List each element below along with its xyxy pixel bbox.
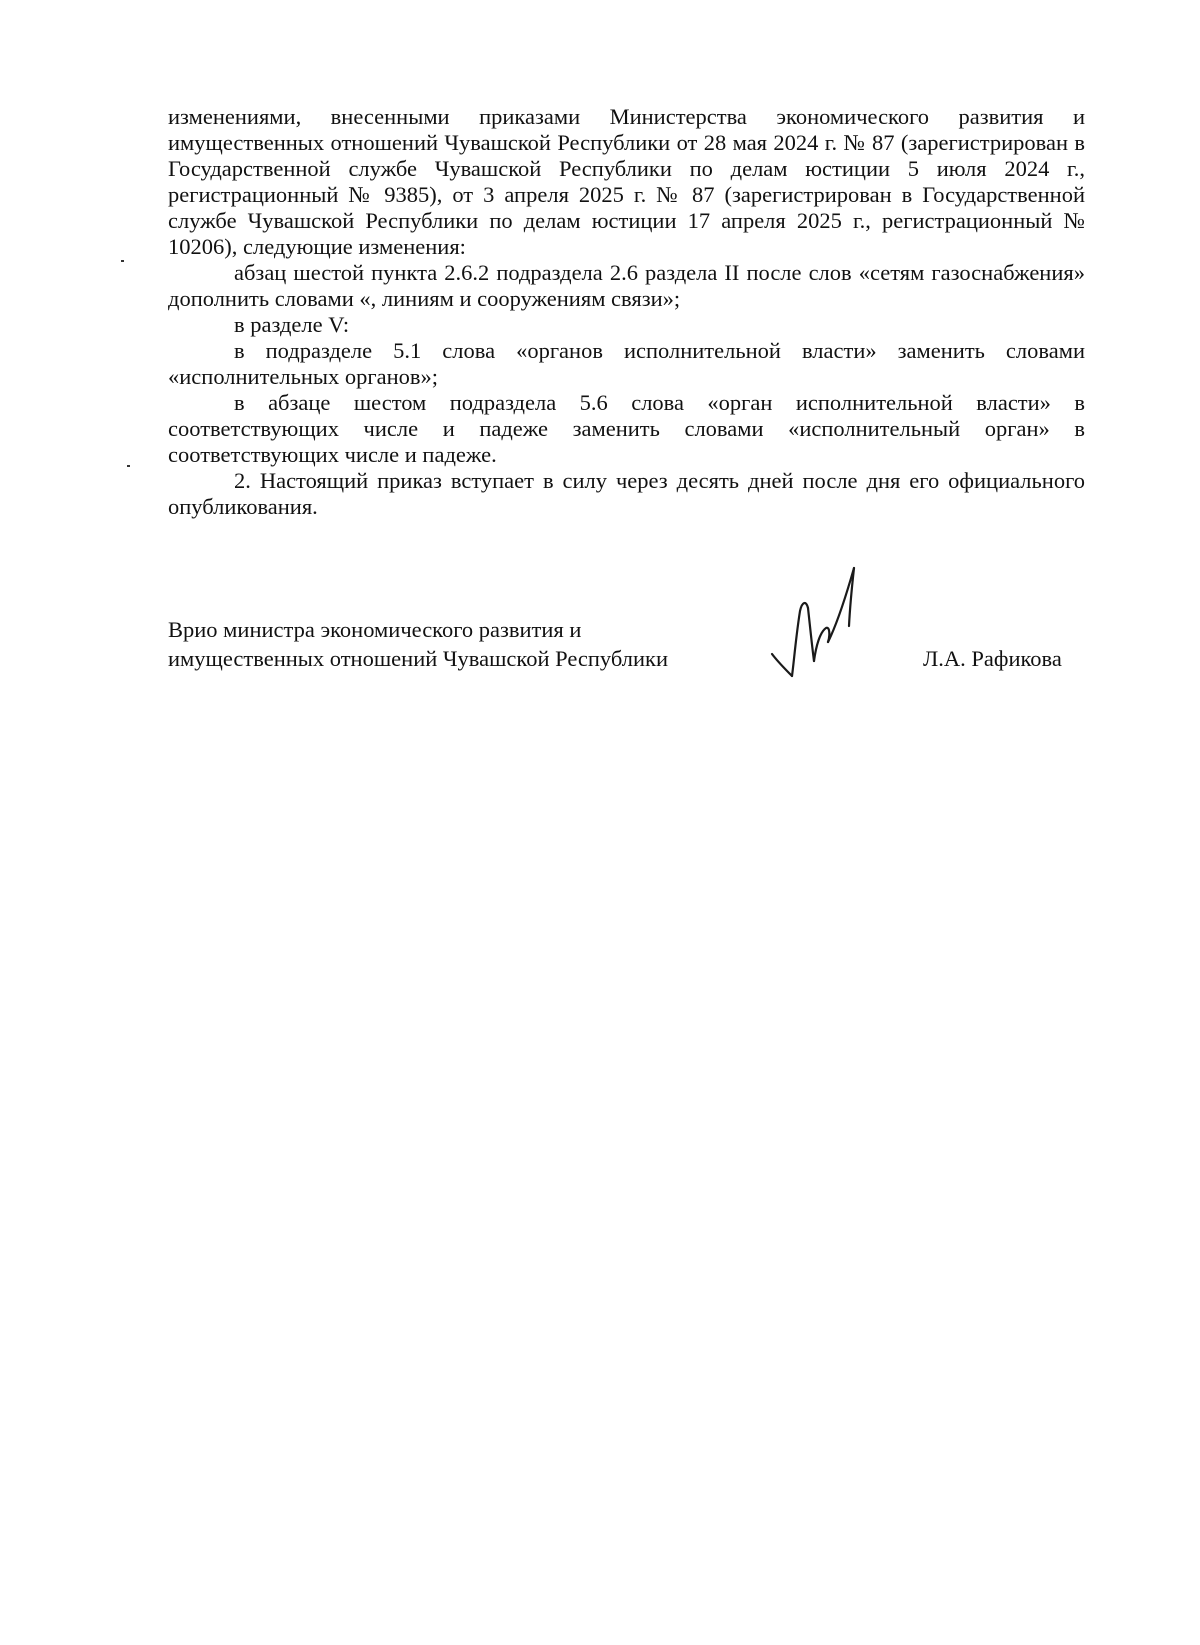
signer-position: [168, 615, 668, 673]
paragraph-amendment-5-1: в подразделе 5.1 слова «органов исполнительной власти» заменить словами «исполнительных органов»;: [168, 338, 1085, 389]
paragraph-amendment-2-6-2: абзац шестой пункта 2.6.2 подраздела 2.6 раздела II после слов «сетям газоснабжения» дополнить словами «, линиям и сооружениям связи»;: [168, 260, 1085, 311]
signer-name: Л.А. Рафикова: [923, 646, 1062, 671]
margin-mark: [121, 260, 124, 262]
paragraph-amendment-5-6: в абзаце шестом подраздела 5.6 слова «орган исполнительной власти» в соответствующих числе и падеже заменить словами «исполнительный орган» в соответствующих числе и падеже.: [168, 390, 1085, 467]
signature-block: [168, 615, 1088, 685]
paragraph-section-v: в разделе V:: [234, 312, 350, 337]
handwritten-signature-icon: [770, 566, 870, 681]
document-body: [168, 104, 1085, 520]
margin-mark: [127, 465, 130, 467]
paragraph-effective-date: 2. Настоящий приказ вступает в силу через десять дней после дня его официального опубликования.: [168, 468, 1085, 519]
signer-position-line-1: Врио министра экономического развития и: [168, 617, 582, 642]
paragraph-continuation: изменениями, внесенными приказами Министерства экономического развития и имущественных отношений Чувашской Республики от 28 мая 2024 г. № 87 (зарегистрирован в Государственной службе Чувашской Республики по делам юстиции 5 июля 2024 г., регистрационный № 9385), от 3 апреля 2025 г. № 87 (зарегистрирован в Государственной службе Чувашской Республики по делам юстиции 17 апреля 2025 г., регистрационный № 10206), следующие изменения:: [168, 104, 1085, 259]
signer-position-line-2: имущественных отношений Чувашской Республики: [168, 646, 668, 671]
